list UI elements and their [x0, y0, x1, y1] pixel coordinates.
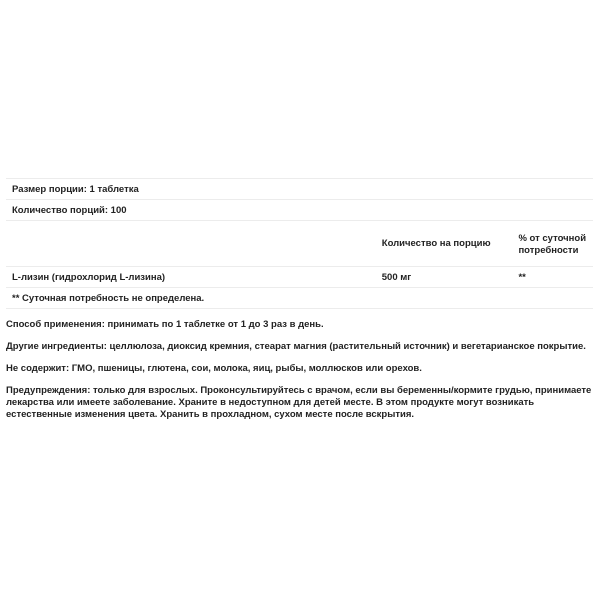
footnote: ** Суточная потребность не определена.: [6, 288, 593, 309]
table-row: [6, 267, 593, 288]
footnote-row: [6, 288, 593, 309]
serving-size: Размер порции: 1 таблетка: [6, 179, 593, 200]
warnings-text: Предупреждения: только для взрослых. Проконсультируйтесь с врачом, если вы беременны/кормите грудью, принимаете лекарства или имеете заболевание. Храните в недоступном для детей месте. В этом продукте могут возникать естественные изменения цвета. Хранить в прохладном, сухом месте после вскрытия.: [6, 385, 592, 420]
supplement-facts-table: [6, 178, 593, 309]
table-header-row: [6, 221, 593, 267]
usage-text: Способ применения: принимать по 1 таблетке от 1 до 3 раз в день.: [6, 319, 324, 330]
serving-size-row: [6, 179, 593, 200]
servings-count-row: [6, 200, 593, 221]
ingredient-daily-value: **: [512, 267, 593, 288]
ingredient-name: L-лизин (гидрохлорид L-лизина): [6, 267, 376, 288]
header-daily-value: % от суточной потребности: [512, 221, 593, 267]
header-name: [6, 221, 376, 267]
product-notes: [6, 319, 596, 431]
ingredient-amount: 500 мг: [376, 267, 513, 288]
does-not-contain-text: Не содержит: ГМО, пшеницы, глютена, сои, молока, яиц, рыбы, моллюсков или орехов.: [6, 363, 422, 374]
other-ingredients-text: Другие ингредиенты: целлюлоза, диоксид кремния, стеарат магния (растительный источник) и вегетарианское покрытие.: [6, 341, 586, 352]
servings-count: Количество порций: 100: [6, 200, 593, 221]
header-amount: Количество на порцию: [376, 221, 513, 267]
